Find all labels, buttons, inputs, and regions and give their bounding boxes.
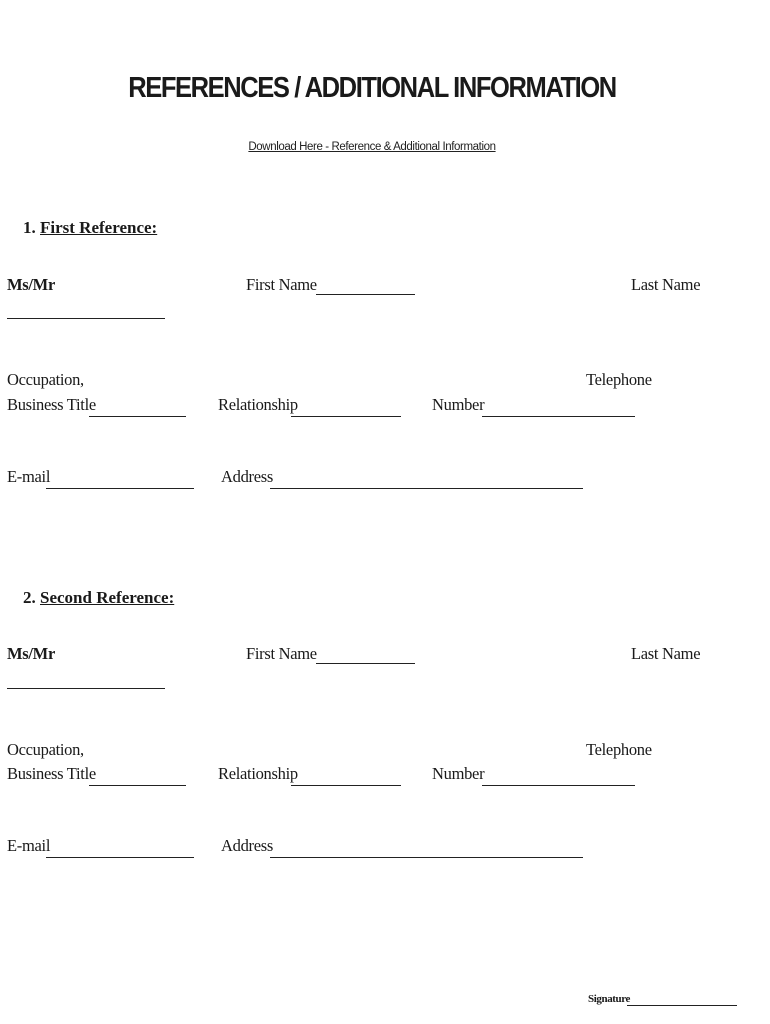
first-name-label: First Name <box>246 275 317 294</box>
address-label: Address <box>221 836 273 855</box>
signature-field[interactable] <box>627 1005 737 1006</box>
address-label: Address <box>221 467 273 486</box>
first-name-field[interactable] <box>316 294 415 295</box>
last-name-field[interactable] <box>7 318 165 319</box>
section-heading-second-reference <box>23 588 174 608</box>
last-name-field[interactable] <box>7 688 165 689</box>
relationship-field[interactable] <box>291 785 401 786</box>
business-title-field[interactable] <box>89 785 186 786</box>
download-link[interactable]: Download Here - Reference & Additional Information <box>248 141 496 153</box>
address-field[interactable] <box>270 857 583 858</box>
section-title: First Reference: <box>40 218 158 237</box>
telephone-number-field[interactable] <box>482 416 635 417</box>
telephone-number-field[interactable] <box>482 785 635 786</box>
last-name-label: Last Name <box>631 644 701 663</box>
email-label: E-mail <box>7 467 51 486</box>
last-name-label: Last Name <box>631 275 701 294</box>
signature-label: Signature <box>588 993 631 1005</box>
relationship-field[interactable] <box>291 416 401 417</box>
section-title: Second Reference: <box>40 588 175 607</box>
telephone-label: Telephone <box>586 740 652 759</box>
salutation-label: Ms/Mr <box>7 275 55 294</box>
section-heading-first-reference <box>23 218 157 238</box>
salutation-label: Ms/Mr <box>7 644 55 663</box>
relationship-label: Relationship <box>218 395 298 414</box>
section-number: 1. <box>23 218 36 237</box>
section-number: 2. <box>23 588 36 607</box>
first-name-label: First Name <box>246 644 317 663</box>
page-title: REFERENCES / ADDITIONAL INFORMATION <box>128 72 616 104</box>
business-title-label: Business Title <box>7 764 96 783</box>
email-field[interactable] <box>46 857 194 858</box>
business-title-label: Business Title <box>7 395 96 414</box>
telephone-label: Telephone <box>586 370 652 389</box>
telephone-number-label: Number <box>432 395 485 414</box>
first-name-field[interactable] <box>316 663 415 664</box>
occupation-label: Occupation, <box>7 370 84 389</box>
email-field[interactable] <box>46 488 194 489</box>
relationship-label: Relationship <box>218 764 298 783</box>
email-label: E-mail <box>7 836 51 855</box>
address-field[interactable] <box>270 488 583 489</box>
telephone-number-label: Number <box>432 764 485 783</box>
occupation-label: Occupation, <box>7 740 84 759</box>
business-title-field[interactable] <box>89 416 186 417</box>
